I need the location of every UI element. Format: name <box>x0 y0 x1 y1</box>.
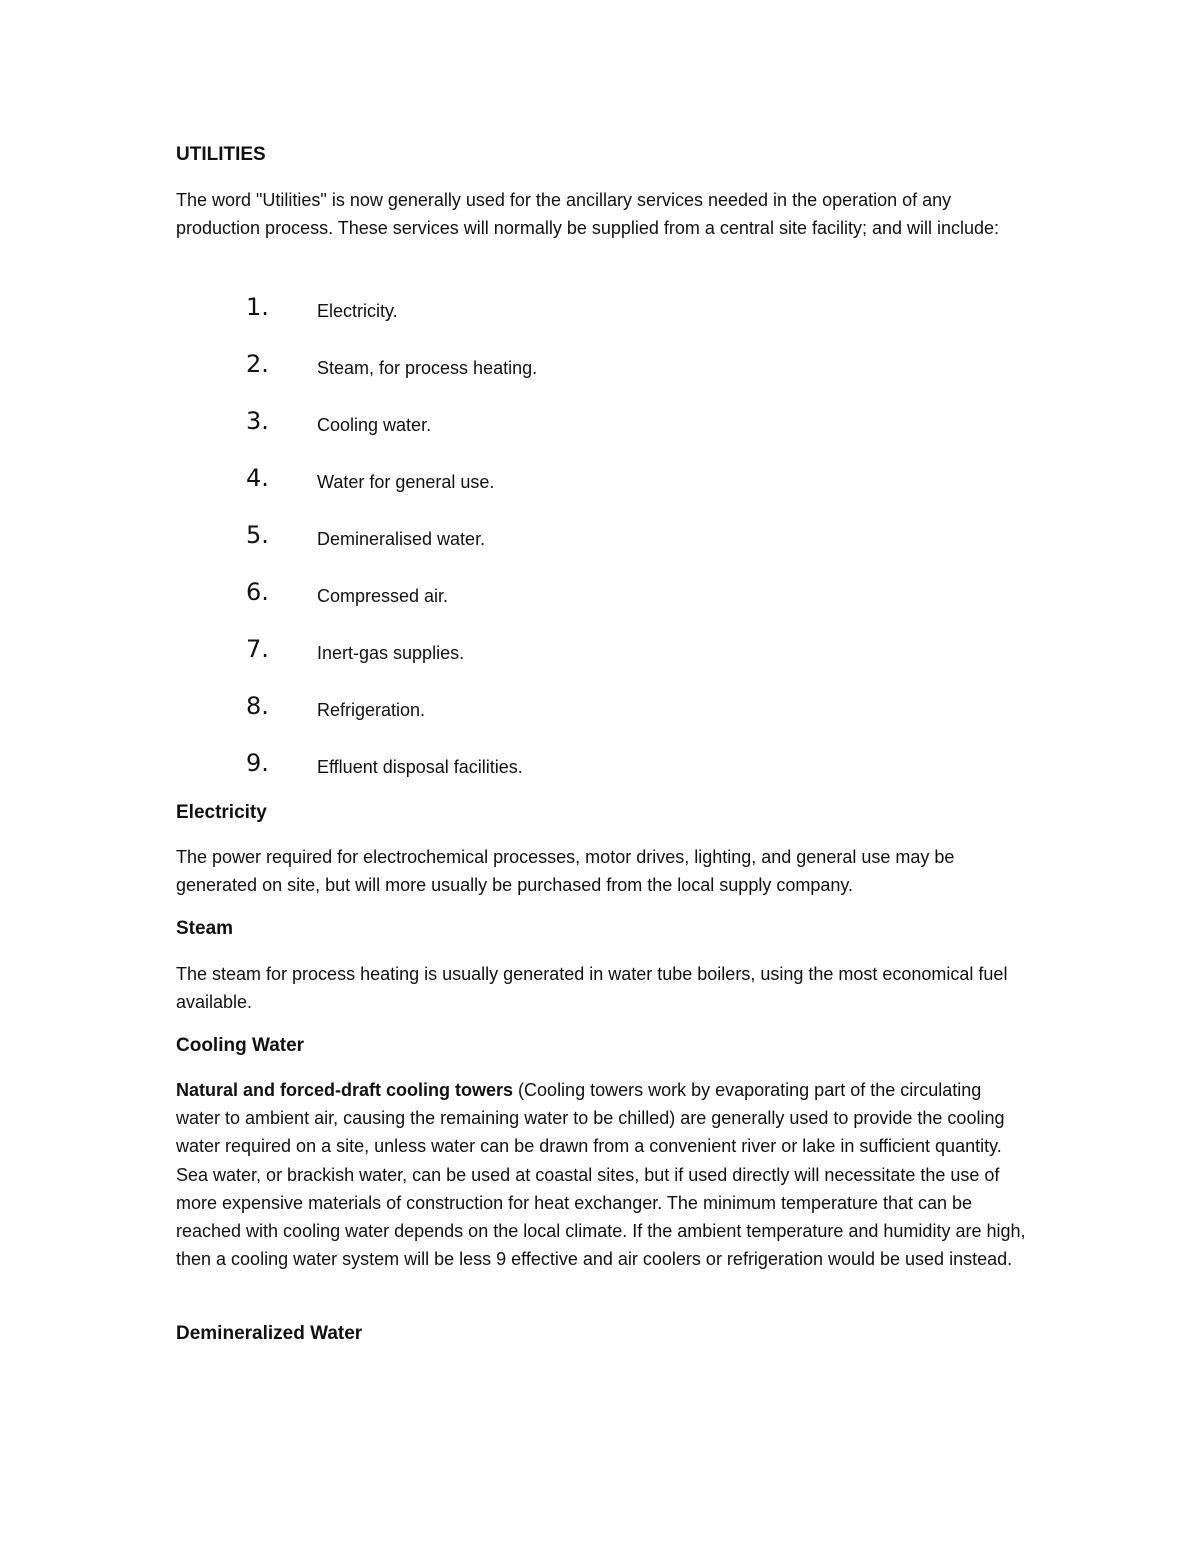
list-number: 6. <box>246 578 269 606</box>
intro-paragraph: The word "Utilities" is now generally used for the ancillary services needed in the operation of any production process. These services will normally be supplied from a central site facility; and will include: <box>176 190 1000 239</box>
list-item <box>176 632 876 666</box>
section-body-steam: The steam for process heating is usually generated in water tube boilers, using the most economical fuel available. <box>176 964 1008 1013</box>
document-title: UTILITIES <box>176 144 266 165</box>
list-number: 2. <box>246 350 269 378</box>
list-number: 3. <box>246 407 269 435</box>
cooling-water-text: (Cooling towers work by evaporating part of the circulating water to ambient air, causing the remaining water to be chilled) are generally used to provide the cooling water required on a site, unless water can be drawn from a convenient river or lake in sufficient quantity. Sea water, or brackish water, can be used at coastal sites, but if used directly will necessitate the use of more expensive materials of construction for heat exchanger. The minimum temperature that can be reached with cooling water depends on the local climate. If the ambient temperature and humidity are high, then a cooling water system will be less 9 effective and air coolers or refrigeration would be used instead. <box>176 1080 1026 1270</box>
list-text: Water for general use. <box>317 472 495 492</box>
section-heading-demineralized-water: Demineralized Water <box>176 1323 363 1344</box>
document-page <box>176 0 1036 1553</box>
list-number: 7. <box>246 635 269 663</box>
list-item <box>176 518 876 552</box>
list-item <box>176 404 876 438</box>
section-heading-electricity: Electricity <box>176 802 267 823</box>
list-text: Inert-gas supplies. <box>317 643 465 663</box>
list-item <box>176 290 876 324</box>
list-item <box>176 347 876 381</box>
section-body-electricity: The power required for electrochemical processes, motor drives, lighting, and general use may be generated on site, but will more usually be purchased from the local supply company. <box>176 847 955 896</box>
section-body-cooling-water <box>176 1076 1028 1273</box>
list-item <box>176 575 876 609</box>
list-text: Demineralised water. <box>317 529 486 549</box>
list-text: Cooling water. <box>317 415 432 435</box>
list-item <box>176 689 876 723</box>
list-number: 1. <box>246 293 269 321</box>
cooling-towers-lead: Natural and forced-draft cooling towers <box>176 1080 514 1100</box>
list-item <box>176 746 876 780</box>
list-text: Steam, for process heating. <box>317 358 538 378</box>
list-number: 9. <box>246 749 269 777</box>
section-heading-cooling-water: Cooling Water <box>176 1035 305 1056</box>
list-number: 5. <box>246 521 269 549</box>
list-text: Effluent disposal facilities. <box>317 757 523 777</box>
section-heading-steam: Steam <box>176 918 234 939</box>
list-item <box>176 461 876 495</box>
list-number: 4. <box>246 464 269 492</box>
list-text: Electricity. <box>317 301 398 321</box>
list-number: 8. <box>246 692 269 720</box>
list-text: Refrigeration. <box>317 700 426 720</box>
list-text: Compressed air. <box>317 586 449 606</box>
